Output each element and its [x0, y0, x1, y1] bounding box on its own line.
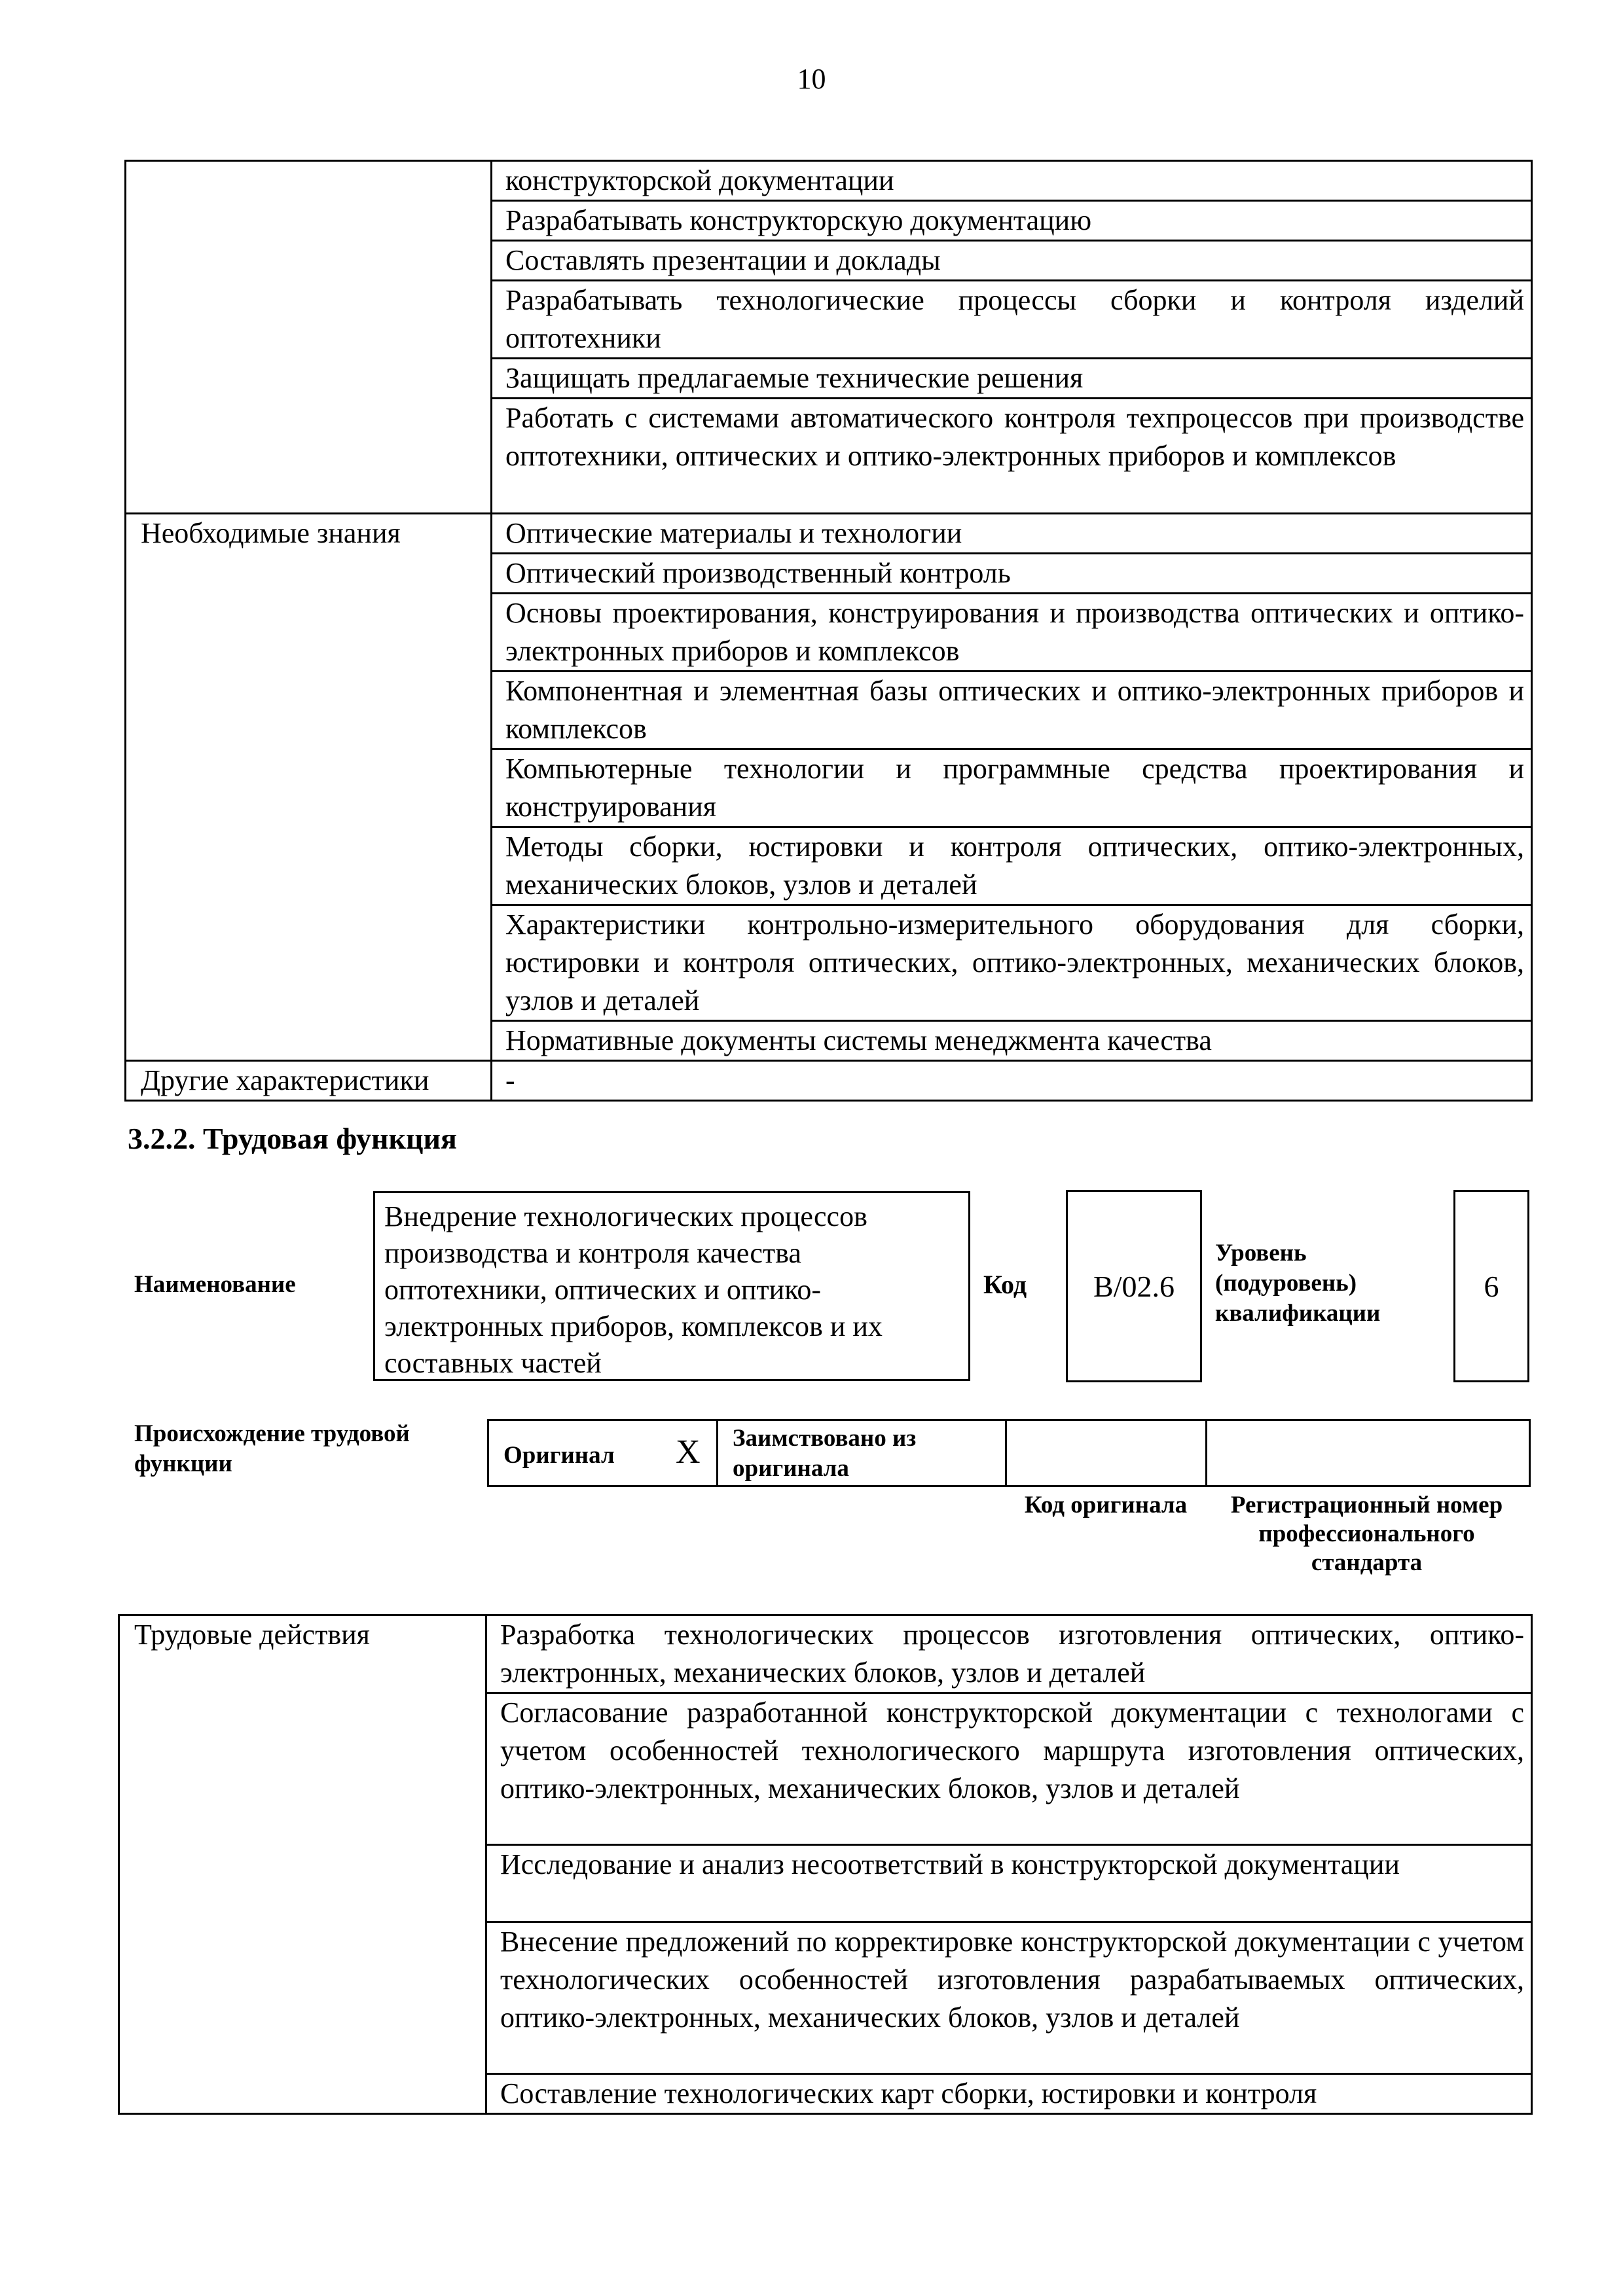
table-cell-text: Основы проектирования, конструирования и производства оптических и оптико-электронных приборов и комплексов	[492, 594, 1532, 672]
origin-label: Происхождение трудовой функции	[134, 1420, 410, 1477]
origin-table	[487, 1419, 1531, 1487]
table-row	[126, 1061, 1532, 1101]
original-cell	[489, 1421, 718, 1485]
table-cell-text: Исследование и анализ несоответствий в конструкторской документации	[486, 1845, 1532, 1922]
qualification-level-box	[1453, 1190, 1529, 1382]
labor-actions-label: Трудовые действия	[119, 1615, 486, 2114]
table-row	[119, 1615, 1532, 1693]
other-characteristics-label: Другие характеристики	[126, 1061, 492, 1101]
table-cell-text: Составление технологических карт сборки, юстировки и контроля	[486, 2074, 1532, 2114]
skills-knowledge-table	[124, 160, 1533, 1102]
table-cell-text: Составлять презентации и доклады	[492, 241, 1532, 281]
qualification-level-label: Уровень (подуровень) квалификации	[1215, 1240, 1381, 1327]
borrowed-label: Заимствовано из оригинала	[733, 1425, 917, 1482]
table-cell-text: Разрабатывать конструкторскую документацию	[492, 201, 1532, 241]
table-cell-text: Разработка технологических процессов изготовления оптических, оптико-электронных, механических блоков, узлов и деталей	[486, 1615, 1532, 1693]
qualification-level-value: 6	[1484, 1269, 1499, 1303]
function-code-box	[1066, 1190, 1202, 1382]
code-original-caption: Код оригинала	[1024, 1492, 1188, 1518]
table-cell-text: Оптические материалы и технологии	[492, 514, 1532, 554]
original-label: Оригинал	[503, 1442, 615, 1469]
original-mark: X	[676, 1433, 701, 1471]
labor-actions-table	[118, 1614, 1533, 2115]
table-cell-text: Нормативные документы системы менеджмента качества	[492, 1021, 1532, 1061]
original-code-cell	[1007, 1421, 1207, 1485]
code-label: Код	[983, 1270, 1027, 1299]
table-cell-text: Согласование разработанной конструкторской документации с технологами с учетом особенностей технологического маршрута изготовления оптических, оптико-электронных, механических блоков, узлов и деталей	[486, 1693, 1532, 1845]
reg-number-caption: Регистрационный номер профессионального стандарта	[1230, 1492, 1503, 1576]
knowledge-label: Необходимые знания	[126, 514, 492, 1061]
reg-number-cell	[1207, 1421, 1529, 1485]
table-cell-text: -	[492, 1061, 1532, 1101]
function-name-box: Внедрение технологических процессов производства и контроля качества оптотехники, оптических и оптико-электронных приборов, комплексов и их составных частей	[373, 1191, 970, 1381]
function-code-value: B/02.6	[1093, 1269, 1175, 1303]
table-cell-text: Компонентная и элементная базы оптических и оптико-электронных приборов и комплексов	[492, 672, 1532, 749]
table-cell-text: Оптический производственный контроль	[492, 554, 1532, 594]
table-cell-text: Характеристики контрольно-измерительного оборудования для сборки, юстировки и контроля оптических, оптико-электронных, механических блоков, узлов и деталей	[492, 905, 1532, 1021]
table-row	[126, 161, 1532, 201]
table-cell-text: Методы сборки, юстировки и контроля оптических, оптико-электронных, механических блоков, узлов и деталей	[492, 827, 1532, 905]
table-cell-text: конструкторской документации	[492, 161, 1532, 201]
table-row	[126, 514, 1532, 554]
name-label: Наименование	[134, 1271, 296, 1298]
table-cell-text: Компьютерные технологии и программные средства проектирования и конструирования	[492, 749, 1532, 827]
table-cell-text: Защищать предлагаемые технические решения	[492, 359, 1532, 399]
table-cell-label	[126, 161, 492, 514]
table-cell-text: Работать с системами автоматического контроля техпроцессов при производстве оптотехники, оптических и оптико-электронных приборов и комплексов	[492, 399, 1532, 514]
table-cell-text: Внесение предложений по корректировке конструкторской документации с учетом технологических особенностей изготовления разрабатываемых оптических, оптико-электронных, механических блоков, узлов и деталей	[486, 1922, 1532, 2074]
section-title: 3.2.2. Трудовая функция	[128, 1122, 457, 1155]
table-cell-text: Разрабатывать технологические процессы сборки и контроля изделий оптотехники	[492, 281, 1532, 359]
borrowed-cell	[718, 1421, 1007, 1485]
page-number: 10	[797, 63, 826, 95]
